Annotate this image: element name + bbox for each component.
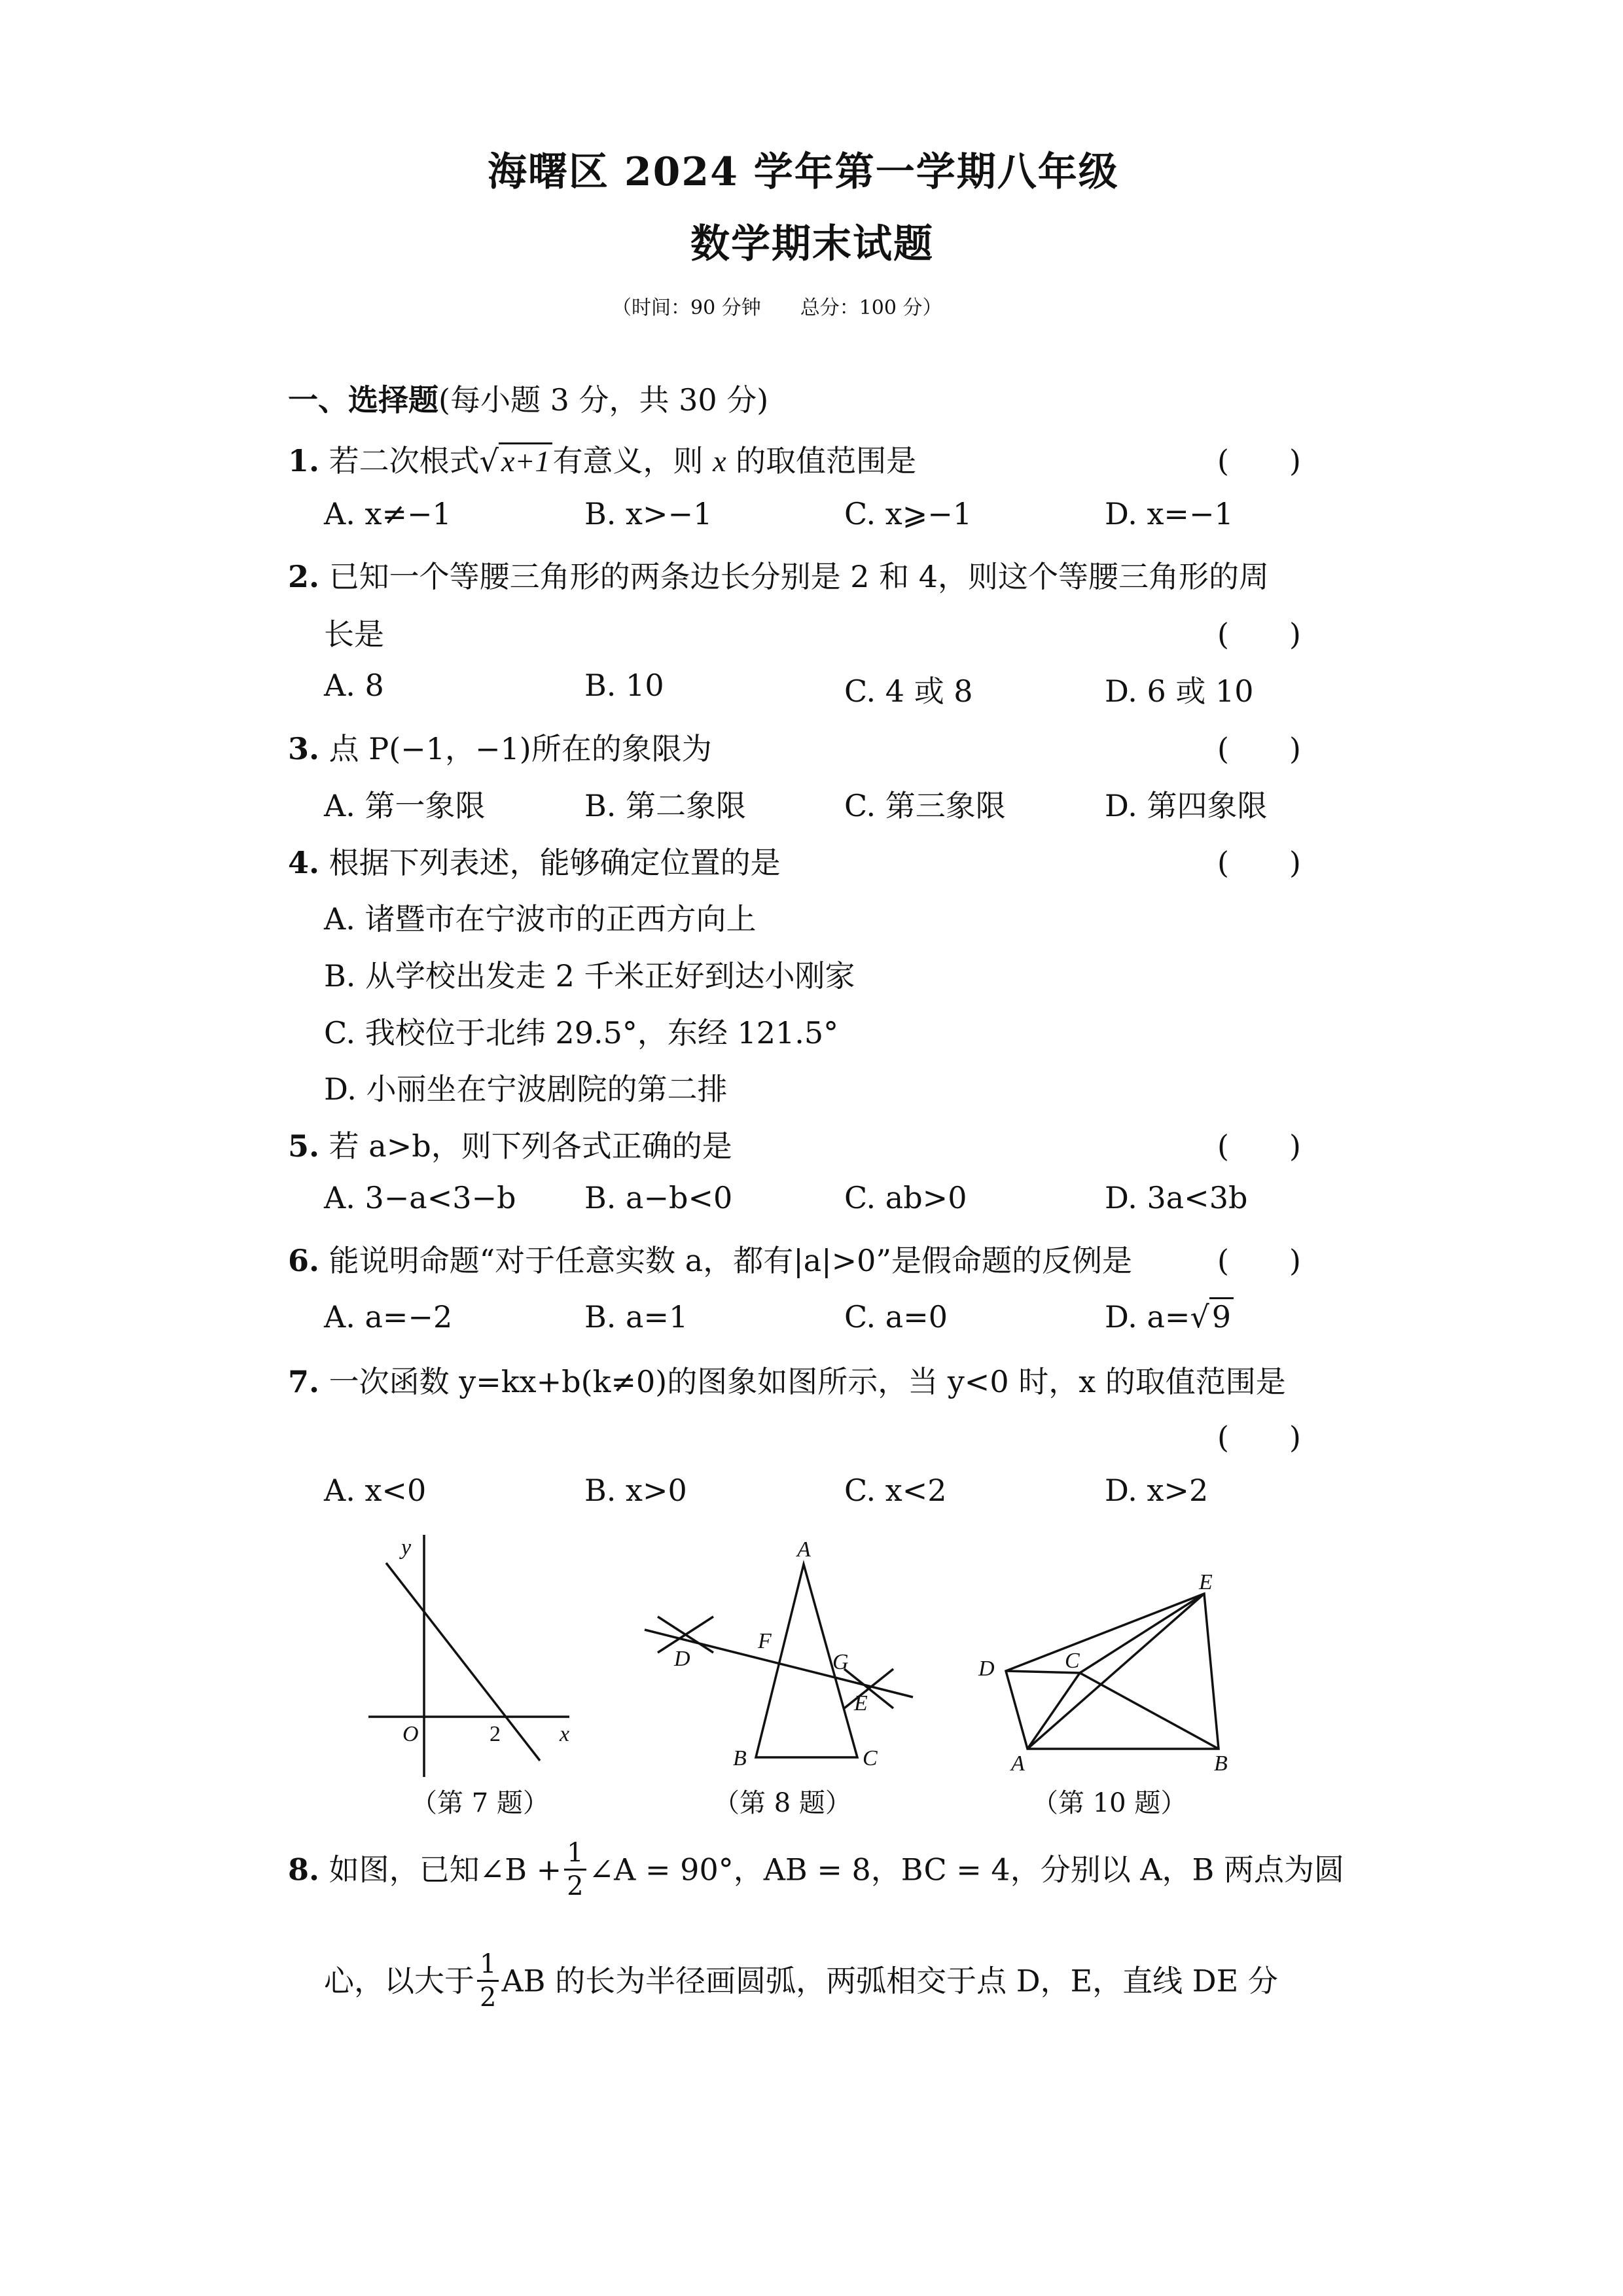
- option-b[interactable]: B. a−b<0: [584, 1180, 733, 1215]
- fig7-caption: （第 7 题）: [411, 1788, 549, 1818]
- question-number: 7.: [288, 1364, 320, 1399]
- option-b[interactable]: B. x>0: [584, 1473, 687, 1508]
- option-a[interactable]: A. x≠−1: [324, 496, 452, 531]
- sqrt-expression: √9: [1190, 1299, 1234, 1335]
- option-c[interactable]: C. x<2: [844, 1473, 947, 1508]
- answer-blank[interactable]: ( ): [1217, 845, 1301, 880]
- q5-text: 若 a>b，则下列各式正确的是: [329, 1128, 732, 1164]
- q1-variable: x: [713, 444, 726, 478]
- answer-blank[interactable]: ( ): [1217, 443, 1301, 478]
- fig8-caption: （第 8 题）: [713, 1788, 851, 1818]
- question-number: 1.: [288, 443, 320, 478]
- option-b[interactable]: B. a=1: [584, 1299, 688, 1335]
- option-a[interactable]: A. a=−2: [324, 1299, 453, 1335]
- fig8-label-e: E: [854, 1691, 868, 1715]
- question-number: 2.: [288, 559, 320, 594]
- option-d[interactable]: D. x=−1: [1105, 496, 1234, 531]
- option-c[interactable]: C. 我校位于北纬 29.5°，东经 121.5°: [324, 1015, 839, 1050]
- q8-text-p1: 如图，已知∠B +: [329, 1852, 562, 1888]
- fig7-label-2: 2: [490, 1722, 501, 1746]
- section-heading-note: (每小题 3 分，共 30 分): [438, 382, 769, 418]
- question-number: 6.: [288, 1243, 320, 1278]
- fig10-label-a: A: [1011, 1751, 1025, 1776]
- option-a[interactable]: A. 诸暨市在宁波市的正西方向上: [324, 901, 757, 937]
- option-a[interactable]: A. 第一象限: [324, 788, 486, 823]
- fig10-label-c: C: [1065, 1649, 1080, 1673]
- q1-text-pre: 若二次根式: [329, 443, 480, 478]
- fig10-label-b: B: [1214, 1751, 1228, 1776]
- q4-text: 根据下列表述，能够确定位置的是: [329, 845, 781, 880]
- question-number: 5.: [288, 1128, 320, 1164]
- option-b[interactable]: B. 从学校出发走 2 千米正好到达小刚家: [324, 958, 855, 994]
- fig10-caption: （第 10 题）: [1032, 1788, 1187, 1818]
- option-c[interactable]: C. 第三象限: [844, 788, 1006, 823]
- q1-radicand: x+1: [499, 442, 552, 478]
- fig7-label-x: x: [560, 1722, 570, 1746]
- q2-text-line2: 长是: [324, 617, 384, 652]
- q8-text-p3: 心，以大于: [324, 1963, 474, 1999]
- option-b[interactable]: B. 10: [584, 668, 664, 703]
- option-a[interactable]: A. 8: [324, 668, 384, 703]
- option-d[interactable]: D. 第四象限: [1105, 788, 1268, 823]
- option-d[interactable]: D. 小丽坐在宁波剧院的第二排: [324, 1071, 728, 1107]
- question-8-line2: [324, 1949, 1278, 2013]
- fig8-label-d: D: [674, 1647, 690, 1671]
- option-a[interactable]: A. 3−a<3−b: [324, 1180, 516, 1215]
- option-d[interactable]: D. x>2: [1105, 1473, 1209, 1508]
- q6-option-d-radicand: 9: [1209, 1297, 1234, 1335]
- question-number: 3.: [288, 731, 320, 766]
- option-c[interactable]: C. ab>0: [844, 1180, 967, 1215]
- answer-blank[interactable]: ( ): [1217, 1420, 1301, 1455]
- q8-text-p2: ∠A = 90°，AB = 8，BC = 4，分别以 A，B 两点为圆: [588, 1852, 1344, 1888]
- option-a[interactable]: A. x<0: [324, 1473, 427, 1508]
- answer-blank[interactable]: ( ): [1217, 1128, 1301, 1164]
- fig8-label-c: C: [863, 1746, 878, 1770]
- option-c[interactable]: C. x⩾−1: [844, 496, 972, 531]
- exam-subtitle: （时间：90 分钟 总分：100 分）: [612, 296, 942, 319]
- q3-text: 点 P(−1，−1)所在的象限为: [329, 731, 712, 766]
- answer-blank[interactable]: ( ): [1217, 1243, 1301, 1278]
- fraction-half: $\frac{1}{2}$: [477, 1951, 499, 2011]
- q1-text-tail: 的取值范围是: [736, 443, 917, 478]
- fraction-half: $\frac{1}{2}$: [564, 1840, 586, 1899]
- option-b[interactable]: B. 第二象限: [584, 788, 747, 823]
- question-number: 4.: [288, 845, 320, 880]
- fig8-label-f: F: [758, 1629, 772, 1653]
- option-c[interactable]: C. a=0: [844, 1299, 948, 1335]
- answer-blank[interactable]: ( ): [1217, 731, 1301, 766]
- fig10-line-ce: [1080, 1594, 1204, 1673]
- fig7-label-o: O: [402, 1722, 419, 1746]
- question-number: 8.: [288, 1852, 320, 1888]
- fig10-label-e: E: [1199, 1570, 1213, 1594]
- exam-title-line1: 海曙区 2024 学年第一学期八年级: [488, 149, 1119, 195]
- answer-blank[interactable]: ( ): [1217, 617, 1301, 652]
- fig10-label-d: D: [978, 1657, 995, 1681]
- option-c[interactable]: C. 4 或 8: [844, 673, 973, 709]
- q1-text-post: 有意义，则: [552, 443, 704, 478]
- q6-text: 能说明命题“对于任意实数 a，都有|a|>0”是假命题的反例是: [329, 1243, 1132, 1278]
- q6-option-d-pre: D. a=: [1105, 1299, 1190, 1335]
- option-b[interactable]: B. x>−1: [584, 496, 713, 531]
- option-d[interactable]: D. 3a<3b: [1105, 1180, 1248, 1215]
- fig8-label-a: A: [797, 1537, 811, 1562]
- q7-text: 一次函数 y=kx+b(k≠0)的图象如图所示，当 y<0 时，x 的取值范围是: [329, 1364, 1286, 1399]
- q2-text-line1: 已知一个等腰三角形的两条边长分别是 2 和 4，则这个等腰三角形的周: [329, 559, 1270, 594]
- section-heading-title: 一、选择题: [288, 382, 438, 418]
- q8-text-p4: AB 的长为半径画圆弧，两弧相交于点 D，E，直线 DE 分: [501, 1963, 1278, 1999]
- question-8-line1: [288, 1838, 1344, 1902]
- fig8-label-g: G: [832, 1650, 849, 1674]
- fig7-label-y: y: [401, 1535, 412, 1560]
- exam-title-line2: 数学期末试题: [690, 221, 934, 267]
- option-d[interactable]: D. 6 或 10: [1105, 673, 1254, 709]
- sqrt-expression: √x+1: [480, 443, 553, 478]
- fig8-label-b: B: [733, 1746, 747, 1770]
